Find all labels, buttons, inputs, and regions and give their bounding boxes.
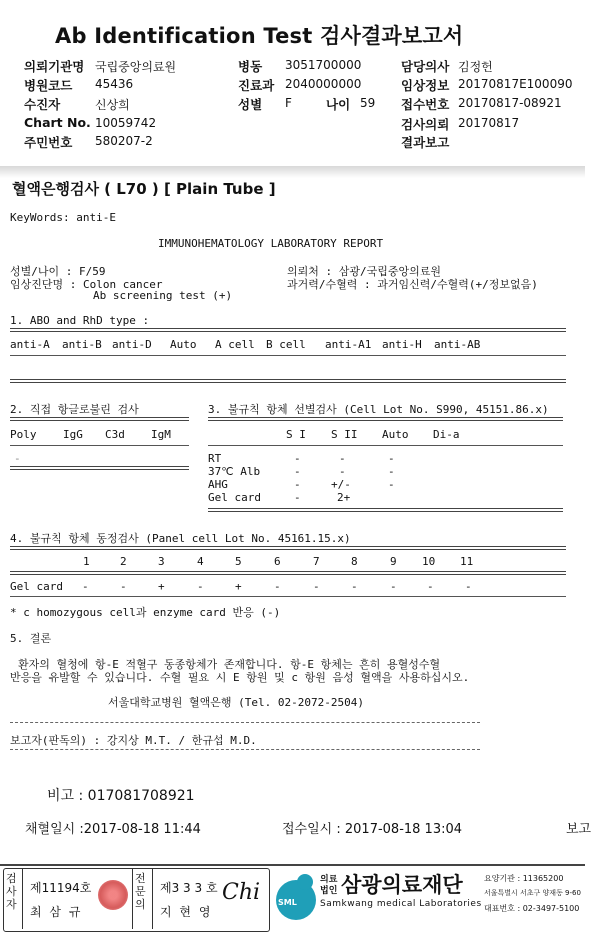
ias-h-2: Auto <box>382 428 409 441</box>
receive-time: 접수일시 : 2017-08-18 13:04 <box>282 822 463 837</box>
dat-h-0: Poly <box>10 428 37 441</box>
corp-label-2: 법인 <box>320 886 338 896</box>
ias-cell: - <box>294 452 301 465</box>
abo-title: 1. ABO and RhD type : <box>10 314 150 327</box>
panel-col: 3 <box>158 555 165 568</box>
panel-col: 10 <box>422 555 436 568</box>
panel-val: - <box>465 580 472 593</box>
request-label: 검사의뢰 <box>401 117 450 132</box>
abo-h-3: Auto <box>170 338 197 351</box>
clinical-label: 임상정보 <box>401 78 450 93</box>
age-value: 59 <box>360 96 376 110</box>
panel-col: 9 <box>390 555 397 568</box>
panel-col: 8 <box>351 555 358 568</box>
request-value: 20170817 <box>458 116 520 130</box>
panel-val: - <box>390 580 397 593</box>
chart-label: Chart No. <box>24 115 91 130</box>
ward-value: 3051700000 <box>285 58 362 72</box>
ias-cell: +/- <box>331 478 351 491</box>
divider <box>10 466 189 470</box>
divider <box>10 417 189 421</box>
company-name-en: Samkwang medical Laboratories <box>320 899 482 909</box>
panel-val: - <box>274 580 281 593</box>
divider <box>10 379 566 383</box>
panel-val: - <box>313 580 320 593</box>
abo-h-2: anti-D <box>112 338 152 351</box>
abo-h-7: anti-H <box>382 338 422 351</box>
requester-line: 의뢰처 : 삼광/국립중앙의료원 <box>287 265 442 278</box>
sex-value: F <box>285 96 292 110</box>
ias-cell: - <box>339 465 346 478</box>
hospital-label: 의뢰기관명 <box>24 59 85 74</box>
ias-title: 3. 불규칙 항체 선별검사 (Cell Lot No. S990, 45151.86.x) <box>208 403 549 416</box>
panel-val: - <box>427 580 434 593</box>
ias-cell: - <box>388 478 395 491</box>
signature: Chi <box>222 880 261 905</box>
ias-h-0: S I <box>286 428 306 441</box>
panel-val: + <box>158 580 165 593</box>
diagnosis-line: 임상진단명 : Colon cancer <box>10 278 163 291</box>
panel-val: - <box>351 580 358 593</box>
dat-h-3: IgM <box>151 428 171 441</box>
doctor-value: 김정헌 <box>458 60 493 74</box>
divider <box>10 328 566 332</box>
divider <box>10 546 566 550</box>
divider <box>208 445 563 446</box>
dept-label: 진료과 <box>238 78 275 93</box>
code-label: 병원코드 <box>24 78 73 93</box>
panel-col: 5 <box>235 555 242 568</box>
section-band <box>0 166 585 178</box>
dat-title: 2. 직접 항글로불린 검사 <box>10 403 139 416</box>
corp-label-1: 의료 <box>320 875 338 885</box>
ias-cell: 2+ <box>337 491 351 504</box>
abo-h-0: anti-A <box>10 338 50 351</box>
section-title: 혈액은행검사 ( L70 ) [ Plain Tube ] <box>12 180 276 198</box>
ias-cell: - <box>388 465 395 478</box>
remark: 비고 : 017081708921 <box>47 788 195 804</box>
sml-logo-icon <box>268 868 324 924</box>
ias-h-1: S II <box>331 428 358 441</box>
seal-stamp <box>98 880 128 910</box>
ward-label: 병동 <box>238 59 263 74</box>
dat-h-1: IgG <box>63 428 83 441</box>
divider <box>0 864 585 866</box>
panel-val: - <box>120 580 127 593</box>
patient-label: 수진자 <box>24 97 61 112</box>
patient-value: 신상희 <box>95 98 130 112</box>
panel-col: 7 <box>313 555 320 568</box>
panel-val: - <box>197 580 204 593</box>
ias-cell: - <box>339 452 346 465</box>
ias-phase: AHG <box>208 478 228 491</box>
specialist-label: 전문의 <box>135 872 146 911</box>
tester-name: 최 삼 규 <box>30 905 83 919</box>
panel-row-label: Gel card <box>10 580 63 593</box>
divider <box>10 596 566 597</box>
divider <box>152 869 153 929</box>
lab-title: IMMUNOHEMATOLOGY LABORATORY REPORT <box>158 237 384 250</box>
divider <box>22 869 23 929</box>
panel-col: 4 <box>197 555 204 568</box>
ias-phase: 37℃ Alb <box>208 465 261 478</box>
dat-h-2: C3d <box>105 428 125 441</box>
collect-time: 채혈일시 :2017-08-18 11:44 <box>25 822 201 837</box>
ias-phase: RT <box>208 452 222 465</box>
panel-col: 1 <box>83 555 90 568</box>
abo-h-6: anti-A1 <box>325 338 372 351</box>
divider <box>208 508 563 512</box>
divider <box>10 749 480 750</box>
receipt-label: 접수번호 <box>401 97 450 112</box>
age-label: 나이 <box>326 97 351 112</box>
divider <box>10 445 189 446</box>
abo-h-4: A cell <box>215 338 255 351</box>
ias-cell: - <box>294 491 301 504</box>
conclusion-title: 5. 결론 <box>10 632 52 645</box>
tester-number: 제11194호 <box>30 881 92 895</box>
logo-badge: SML <box>278 898 297 907</box>
panel-col: 2 <box>120 555 127 568</box>
divider <box>10 722 480 723</box>
id-label: 주민번호 <box>24 135 73 150</box>
dat-value: - <box>14 452 21 465</box>
conclusion-line-1: 환자의 혈청에 항-E 적혈구 동종항체가 존재합니다. 항-E 항체는 흔히 용혈성수혈 <box>18 658 441 671</box>
divider <box>208 417 563 421</box>
tester-label: 검사자 <box>6 872 17 911</box>
keywords: KeyWords: anti-E <box>10 211 116 224</box>
ias-h-3: Di-a <box>433 428 460 441</box>
divider <box>132 869 133 929</box>
panel-col: 6 <box>274 555 281 568</box>
hospital-value: 국립중앙의료원 <box>95 60 177 74</box>
code-value: 45436 <box>95 77 134 91</box>
doctor-label: 담당의사 <box>401 59 450 74</box>
ias-cell: - <box>388 452 395 465</box>
abo-h-1: anti-B <box>62 338 102 351</box>
lab-signature-line: 서울대학교병원 혈액은행 (Tel. 02-2072-2504) <box>108 696 364 709</box>
panel-note: * c homozygous cell과 enzyme card 반응 (-) <box>10 606 281 619</box>
divider <box>10 571 566 575</box>
conclusion-line-2: 반응을 유발할 수 있습니다. 수혈 필요 시 E 항원 및 c 항원 음성 혈액을 사용하십시오. <box>10 671 470 684</box>
sex-label: 성별 <box>238 97 263 112</box>
panel-val: - <box>82 580 89 593</box>
chart-value: 10059742 <box>95 116 157 130</box>
id-value: 580207-2 <box>95 134 153 148</box>
result-label: 결과보고 <box>401 135 450 150</box>
reporter-line: 보고자(판독의) : 강지상 M.T. / 한규섭 M.D. <box>10 734 257 747</box>
dept-value: 2040000000 <box>285 77 362 91</box>
sex-age-line: 성별/나이 : F/59 <box>10 265 106 278</box>
ias-phase: Gel card <box>208 491 261 504</box>
ias-cell: - <box>294 465 301 478</box>
specialist-number: 제3 3 3 호 <box>160 881 218 895</box>
history-line: 과거력/수혈력 : 과거임신력/수혈력(+/정보없음) <box>287 278 538 291</box>
panel-col: 11 <box>460 555 474 568</box>
clinical-value: 20170817E100090 <box>458 77 573 91</box>
cut-off-label: 보고 <box>566 822 591 837</box>
abo-h-8: anti-AB <box>434 338 481 351</box>
diagnosis-line-2: Ab screening test (+) <box>93 289 233 302</box>
ias-cell: - <box>294 478 301 491</box>
specialist-name: 지 현 영 <box>160 905 213 919</box>
phone: 대표번호 : 02-3497-5100 <box>484 904 580 913</box>
report-title: Ab Identification Test 검사결과보고서 <box>55 24 464 48</box>
panel-val: + <box>235 580 242 593</box>
receipt-value: 20170817-08921 <box>458 96 562 110</box>
abo-h-5: B cell <box>266 338 306 351</box>
divider <box>10 355 566 356</box>
address: 서울특별시 서초구 양재동 9-60 <box>484 889 581 897</box>
institution-code: 요양기관 : 11365200 <box>484 874 564 883</box>
panel-title: 4. 불규칙 항체 동정검사 (Panel cell Lot No. 45161.15.x) <box>10 532 351 545</box>
company-name: 삼광의료재단 <box>341 873 463 897</box>
